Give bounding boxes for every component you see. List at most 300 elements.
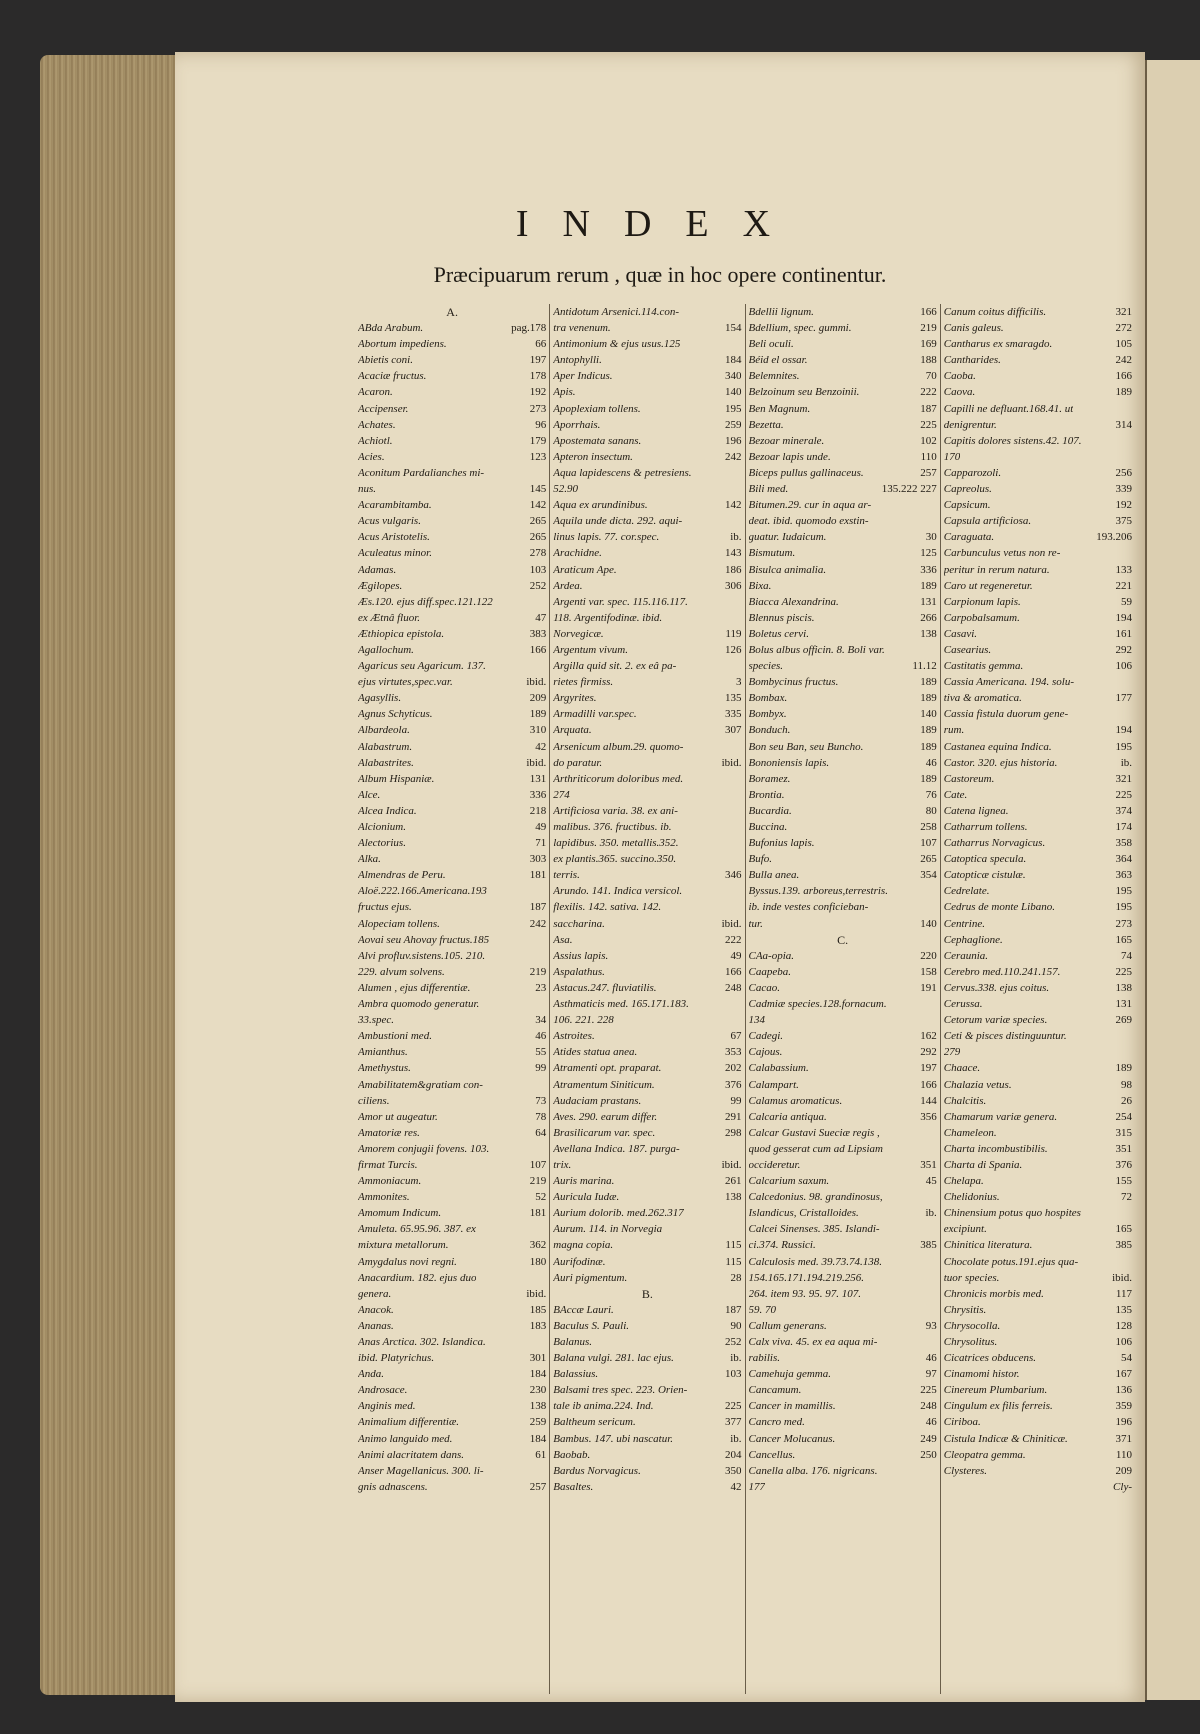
entry-page-ref: 70: [925, 370, 937, 383]
index-entry: [944, 1302, 1132, 1318]
entry-page-ref: 371: [1115, 1432, 1132, 1445]
index-entry: [944, 513, 1132, 529]
entry-term: Carbunculus vetus non re-: [943, 547, 1061, 560]
entry-term: Antophylli.: [553, 354, 602, 367]
entry-term: Norvegicæ.: [553, 627, 604, 640]
index-entry: [944, 1237, 1132, 1253]
entry-term: Anacardium. 182. ejus duo: [358, 1271, 477, 1284]
index-entry: [358, 787, 546, 803]
entry-term: Calcei Sinenses. 385. Islandi-: [748, 1223, 880, 1236]
index-entry: [749, 1366, 937, 1382]
entry-term: Cedrelate.: [943, 885, 990, 898]
index-entry: [553, 658, 741, 674]
entry-page-ref: 47: [535, 611, 547, 624]
entry-page-ref: 49: [535, 821, 547, 833]
entry-page-ref: 165: [1115, 1223, 1132, 1236]
index-entry: [358, 1302, 546, 1318]
entry-term: Cancer Molucanus.: [748, 1432, 836, 1445]
entry-term: Castor. 320. ejus historia.: [943, 756, 1058, 769]
entry-page-ref: 174: [1115, 821, 1132, 833]
entry-term: firmat Turcis.: [358, 1158, 418, 1171]
index-entry: [749, 610, 937, 626]
entry-term: Biceps pullus gallinaceus.: [748, 466, 864, 479]
entry-page-ref: ib.: [1120, 756, 1132, 769]
index-entry: [944, 658, 1132, 674]
entry-term: Almendras de Peru.: [358, 869, 446, 882]
entry-page-ref: 28: [730, 1271, 742, 1284]
entry-term: Arsenicum album.29. quomo-: [553, 740, 684, 753]
index-entry: [749, 674, 937, 690]
index-entry: [358, 368, 546, 384]
entry-term: ejus virtutes,spec.var.: [358, 676, 453, 689]
entry-term: Bolus albus officin. 8. Boli var.: [748, 643, 885, 656]
entry-page-ref: 184: [529, 1432, 547, 1445]
entry-page-ref: 321: [1115, 772, 1132, 785]
index-entry: [553, 1125, 741, 1141]
entry-term: Boletus cervi.: [748, 627, 809, 640]
entry-page-ref: 385: [1115, 1239, 1132, 1252]
entry-term: Agaricus seu Agaricum. 137.: [358, 660, 486, 673]
index-entry: [944, 1270, 1132, 1286]
index-entry: [749, 513, 937, 529]
entry-term: 59. 70: [748, 1303, 776, 1316]
index-entry: [553, 1012, 741, 1028]
index-entry: [358, 1366, 546, 1382]
index-entry: [553, 980, 741, 996]
index-entry: [749, 916, 937, 932]
index-entry: [358, 803, 546, 819]
index-entry: [944, 1350, 1132, 1366]
index-entry: [553, 1254, 741, 1270]
index-entry: [553, 545, 741, 561]
index-entry: [358, 1447, 546, 1463]
entry-term: Chocolate potus.191.ejus qua-: [943, 1255, 1079, 1268]
entry-page-ref: 138: [725, 1191, 742, 1204]
entry-page-ref: 192: [529, 386, 547, 399]
entry-term: Amethystus.: [358, 1062, 411, 1075]
entry-page-ref: 59: [1121, 595, 1132, 608]
entry-term: Aurifodinæ.: [553, 1255, 606, 1268]
entry-term: Chamarum variæ genera.: [943, 1110, 1058, 1123]
entry-page-ref: 133: [1115, 563, 1132, 576]
entry-page-ref: 178: [529, 370, 547, 383]
entry-page-ref: 166: [920, 1078, 937, 1091]
entry-page-ref: 350: [725, 1464, 742, 1477]
entry-page-ref: 292: [1115, 643, 1132, 656]
index-entry: [749, 819, 937, 835]
index-entry: [944, 433, 1132, 449]
entry-term: Calabassium.: [748, 1062, 809, 1075]
entry-term: Araticum Ape.: [553, 563, 617, 576]
entry-page-ref: 74: [1121, 949, 1132, 962]
entry-term: Bon seu Ban, seu Buncho.: [748, 740, 864, 753]
entry-term: ib. inde vestes conficieban-: [748, 901, 869, 914]
entry-term: Cinamomi histor.: [943, 1368, 1020, 1381]
entry-term: Cajous.: [748, 1046, 783, 1059]
index-entry: [749, 1350, 937, 1366]
entry-page-ref: ibid.: [526, 676, 547, 689]
entry-page-ref: 314: [1115, 418, 1132, 431]
entry-term: Boramez.: [748, 772, 791, 785]
index-entry: [358, 562, 546, 578]
entry-term: Canis galeus.: [943, 322, 1004, 335]
entry-term: Chronicis morbis med.: [943, 1287, 1044, 1300]
entry-page-ref: 73: [535, 1094, 547, 1107]
entry-term: Asthmaticis med. 165.171.183.: [553, 998, 689, 1011]
index-entry: [944, 964, 1132, 980]
index-entry: [749, 980, 937, 996]
entry-page-ref: 196: [1115, 1416, 1132, 1429]
entry-term: denigrentur.: [943, 418, 997, 431]
entry-page-ref: 362: [529, 1239, 547, 1252]
entry-term: Catopticæ cistulæ.: [943, 869, 1026, 882]
entry-page-ref: 138: [529, 1400, 547, 1413]
entry-page-ref: 110: [1115, 1448, 1132, 1461]
entry-term: Abortum impediens.: [358, 338, 447, 351]
index-entry: [749, 642, 937, 658]
entry-page-ref: 46: [535, 1030, 547, 1043]
index-entry: [944, 1447, 1132, 1463]
entry-term: Alopeciam tollens.: [358, 917, 440, 930]
entry-term: Carpionum lapis.: [943, 595, 1021, 608]
entry-term: Alcea Indica.: [358, 804, 417, 817]
entry-page-ref: 110: [920, 450, 937, 463]
index-entry: [358, 642, 546, 658]
index-entry: [749, 1157, 937, 1173]
entry-term: Blennus piscis.: [748, 611, 815, 624]
entry-page-ref: 67: [730, 1030, 742, 1043]
entry-term: Amatoriæ res.: [358, 1126, 420, 1139]
entry-page-ref: 336: [529, 788, 547, 801]
entry-term: 52.90: [553, 483, 578, 496]
index-entry: [944, 690, 1132, 706]
entry-page-ref: 335: [725, 708, 742, 721]
index-entry: [553, 1141, 741, 1157]
index-entry: [749, 706, 937, 722]
entry-page-ref: 107: [920, 837, 937, 850]
entry-term: Cancellus.: [748, 1448, 796, 1461]
entry-page-ref: 257: [920, 466, 937, 479]
entry-term: Apostemata sanans.: [553, 434, 642, 447]
entry-page-ref: 106: [1115, 660, 1132, 673]
index-entry: [749, 1270, 937, 1286]
entry-term: tale ib anima.224. Ind.: [553, 1400, 654, 1413]
entry-term: Catharrum tollens.: [943, 821, 1028, 833]
index-entry: [749, 1044, 937, 1060]
index-entry: [749, 690, 937, 706]
entry-term: Cantharus ex smaragdo.: [943, 338, 1053, 351]
index-entry: [358, 1286, 546, 1302]
index-entry: [944, 1012, 1132, 1028]
index-entry: [944, 1173, 1132, 1189]
entry-page-ref: 154: [725, 322, 742, 335]
entry-term: do paratur.: [553, 756, 603, 769]
entry-page-ref: 252: [725, 1336, 742, 1348]
index-entry: [553, 1431, 741, 1447]
index-entry: [944, 481, 1132, 497]
index-entry: [553, 1382, 741, 1398]
entry-term: 118. Argentifodinæ. ibid.: [553, 611, 663, 624]
index-entry: [944, 1093, 1132, 1109]
index-entry: [358, 1414, 546, 1430]
entry-page-ref: 209: [1115, 1464, 1132, 1477]
index-entry: [553, 384, 741, 400]
entry-term: Brasilicarum var. spec.: [553, 1126, 656, 1139]
entry-term: Accipenser.: [358, 402, 409, 415]
index-entry: [944, 674, 1132, 690]
entry-page-ref: 351: [1115, 1142, 1132, 1155]
entry-term: Cerussa.: [943, 998, 983, 1011]
entry-page-ref: 186: [725, 563, 742, 576]
index-entry: [944, 1431, 1132, 1447]
entry-page-ref: 34: [535, 1014, 547, 1027]
index-entry: [749, 1398, 937, 1414]
index-entry: [358, 739, 546, 755]
entry-term: Abietis coni.: [358, 354, 413, 367]
index-entry: [553, 1479, 741, 1495]
index-entry: [358, 948, 546, 964]
index-entry: [749, 1125, 937, 1141]
entry-term: tra venenum.: [553, 322, 611, 335]
index-entry: [944, 722, 1132, 738]
entry-page-ref: 142: [725, 499, 742, 512]
index-entry: [358, 851, 546, 867]
entry-page-ref: 187: [529, 901, 547, 914]
entry-term: Arundo. 141. Indica versicol.: [553, 885, 683, 898]
entry-term: Amor ut augeatur.: [358, 1110, 438, 1123]
index-entry: [749, 787, 937, 803]
index-entry: [749, 996, 937, 1012]
entry-term: tuor species.: [943, 1271, 1000, 1284]
index-entry: [944, 916, 1132, 932]
entry-term: Baobab.: [553, 1448, 591, 1461]
entry-page-ref: ib.: [925, 1207, 937, 1220]
index-entry: [749, 1141, 937, 1157]
entry-page-ref: 3: [736, 676, 742, 689]
entry-term: Islandicus, Cristalloides.: [748, 1207, 859, 1220]
entry-term: species.: [748, 660, 784, 673]
index-entry: [944, 980, 1132, 996]
entry-page-ref: 169: [920, 338, 937, 351]
entry-term: Cancro med.: [748, 1416, 805, 1429]
entry-term: Alumen , ejus differentiæ.: [358, 981, 471, 994]
entry-page-ref: 197: [920, 1062, 937, 1075]
entry-page-ref: 376: [1115, 1158, 1132, 1171]
entry-term: Castoreum.: [943, 772, 995, 785]
entry-term: ex Ætnâ fluor.: [358, 611, 421, 624]
entry-term: Alectorius.: [358, 837, 406, 850]
entry-page-ref: 184: [529, 1368, 547, 1381]
entry-term: Auris marina.: [553, 1175, 615, 1188]
entry-term: Apoplexiam tollens.: [553, 402, 641, 415]
entry-page-ref: 23: [535, 981, 547, 994]
entry-page-ref: 188: [920, 354, 937, 367]
index-entry: [358, 722, 546, 738]
index-entry: [358, 481, 546, 497]
index-entry: [749, 771, 937, 787]
entry-page-ref: 185: [529, 1303, 547, 1316]
entry-page-ref: 259: [725, 418, 742, 431]
entry-page-ref: 242: [725, 450, 742, 463]
entry-term: Asa.: [553, 933, 573, 946]
entry-term: Catena lignea.: [943, 804, 1009, 817]
index-entry: [944, 899, 1132, 915]
entry-term: Ben Magnum.: [748, 402, 811, 415]
index-entry: [749, 755, 937, 771]
index-entry: [749, 304, 937, 320]
index-column-2: [550, 304, 745, 1694]
index-entry: [553, 401, 741, 417]
entry-term: Capparozoli.: [943, 466, 1002, 479]
entry-term: Cetorum variæ species.: [943, 1014, 1048, 1027]
index-entry: [749, 481, 937, 497]
entry-term: Chrysolitus.: [943, 1336, 998, 1348]
entry-term: Androsace.: [358, 1384, 408, 1397]
entry-term: Amabilitatem&gratiam con-: [358, 1078, 483, 1091]
index-entry: [553, 899, 741, 915]
index-entry: [358, 1125, 546, 1141]
index-entry: [358, 996, 546, 1012]
entry-term: Capilli ne defluant.168.41. ut: [943, 402, 1074, 415]
entry-term: Bufonius lapis.: [748, 837, 815, 850]
entry-page-ref: 291: [725, 1110, 742, 1123]
entry-page-ref: 248: [920, 1400, 937, 1413]
entry-term: Auricula Iudæ.: [553, 1191, 620, 1204]
index-entry: [749, 1221, 937, 1237]
entry-term: Chameleon.: [943, 1126, 997, 1139]
index-entry: [553, 1463, 741, 1479]
entry-page-ref: 250: [920, 1448, 937, 1461]
entry-term: Agallochum.: [358, 643, 414, 656]
index-entry: [749, 867, 937, 883]
entry-page-ref: 218: [529, 804, 547, 817]
entry-term: tur.: [748, 917, 763, 930]
entry-page-ref: 46: [925, 1352, 937, 1365]
entry-term: Cephaglione.: [943, 933, 1003, 946]
entry-page-ref: 30: [925, 531, 937, 544]
index-entry: [749, 401, 937, 417]
index-entry: [358, 835, 546, 851]
entry-term: Bononiensis lapis.: [748, 756, 830, 769]
index-entry: [553, 1350, 741, 1366]
index-entry: [944, 932, 1132, 948]
entry-term: ibid. Platyrichus.: [358, 1352, 435, 1365]
entry-page-ref: 225: [1115, 788, 1132, 801]
entry-page-ref: 292: [920, 1046, 937, 1059]
entry-page-ref: 354: [920, 869, 937, 882]
entry-page-ref: 265: [529, 531, 547, 544]
entry-term: Cadmiæ species.128.fornacum.: [748, 998, 887, 1011]
entry-term: Calculosis med. 39.73.74.138.: [748, 1255, 883, 1268]
entry-term: Chrysitis.: [943, 1303, 987, 1316]
entry-page-ref: 242: [1115, 354, 1132, 367]
entry-page-ref: 225: [920, 418, 937, 431]
entry-page-ref: 374: [1115, 804, 1132, 817]
entry-page-ref: 301: [529, 1352, 547, 1365]
index-entry: [944, 1318, 1132, 1334]
entry-term: Ceti & pisces distinguuntur.: [943, 1030, 1067, 1043]
entry-term: Argilla quid sit. 2. ex eâ pa-: [553, 660, 677, 673]
entry-page-ref: 54: [1121, 1352, 1132, 1365]
entry-page-ref: 78: [535, 1110, 547, 1123]
entry-term: Capsicum.: [943, 499, 991, 512]
entry-term: Catharrus Norvagicus.: [943, 837, 1046, 850]
entry-term: quod gesserat cum ad Lipsiam: [748, 1142, 883, 1155]
entry-term: Avellana Indica. 187. purga-: [553, 1142, 680, 1155]
entry-page-ref: 115: [725, 1255, 742, 1268]
entry-term: Catoptica specula.: [943, 853, 1027, 866]
entry-page-ref: 103: [529, 563, 547, 576]
index-entry: [749, 545, 937, 561]
entry-page-ref: 165: [1115, 933, 1132, 946]
entry-page-ref: 142: [529, 499, 547, 512]
entry-term: Acus vulgaris.: [358, 515, 421, 528]
entry-term: Calcarium saxum.: [748, 1175, 830, 1188]
entry-page-ref: 180: [529, 1255, 547, 1268]
entry-page-ref: 125: [920, 547, 937, 560]
entry-page-ref: 135.222 227: [881, 483, 937, 496]
index-entry: [358, 1157, 546, 1173]
index-entry: [358, 1237, 546, 1253]
entry-page-ref: ibid.: [721, 917, 742, 930]
index-entry: [749, 1463, 937, 1479]
index-entry: [749, 1254, 937, 1270]
entry-page-ref: 155: [1115, 1175, 1132, 1188]
index-entry: [358, 1205, 546, 1221]
index-entry: [358, 867, 546, 883]
entry-page-ref: 256: [1115, 466, 1132, 479]
index-entry: [358, 1254, 546, 1270]
entry-term: excipiunt.: [943, 1223, 987, 1236]
entry-page-ref: 96: [535, 418, 547, 431]
index-entry: [358, 932, 546, 948]
entry-term: Chelapa.: [943, 1175, 984, 1188]
index-entry: [358, 658, 546, 674]
index-entry: [553, 433, 741, 449]
section-letter: C.: [837, 932, 849, 947]
entry-term: Chinensium potus quo hospites: [943, 1207, 1081, 1220]
entry-term: Canella alba. 176. nigricans.: [748, 1464, 878, 1477]
index-entry: [358, 497, 546, 513]
entry-page-ref: 167: [1115, 1368, 1132, 1381]
entry-page-ref: 46: [925, 756, 937, 769]
entry-term: Astacus.247. fluviatilis.: [553, 981, 657, 994]
entry-term: Acaron.: [358, 386, 393, 399]
index-entry: [749, 352, 937, 368]
entry-term: ciliens.: [358, 1094, 390, 1107]
entry-term: Bufo.: [748, 853, 773, 866]
index-entry: [553, 578, 741, 594]
entry-page-ref: 144: [920, 1094, 937, 1107]
entry-term: Capsula artificiosa.: [943, 515, 1032, 528]
entry-term: Bili med.: [748, 483, 789, 496]
entry-term: Belemnites.: [748, 370, 800, 383]
index-entry: [358, 771, 546, 787]
entry-term: 154.165.171.194.219.256.: [748, 1271, 864, 1284]
entry-page-ref: 76: [925, 788, 937, 801]
index-entry: [553, 1237, 741, 1253]
index-entry: [944, 996, 1132, 1012]
entry-page-ref: 123: [529, 450, 547, 463]
entry-page-ref: 128: [1115, 1319, 1132, 1332]
entry-term: Cate.: [943, 788, 968, 801]
entry-term: Caova.: [943, 386, 976, 399]
index-entry: [553, 1109, 741, 1125]
index-entry: [944, 1077, 1132, 1093]
index-entry: [944, 1141, 1132, 1157]
entry-term: Cicatrices obducens.: [943, 1352, 1037, 1365]
entry-page-ref: 346: [725, 869, 742, 882]
